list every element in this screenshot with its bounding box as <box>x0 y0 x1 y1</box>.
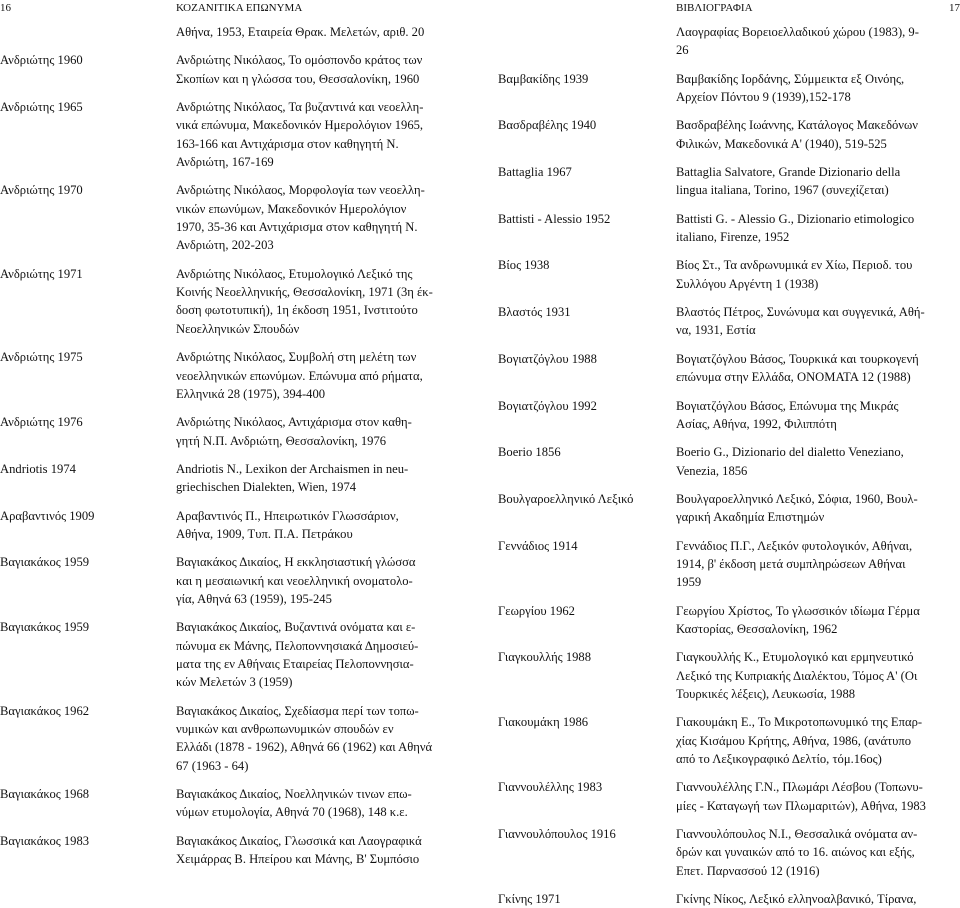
citation-line: Βογιατζόγλου Βάσος, Επώνυμα της Μικράς <box>676 398 899 413</box>
citation-text <box>176 98 470 171</box>
citation-line: Βαγιακάκος Δικαίος, Νοελληνικών τινων επω- <box>176 787 412 802</box>
left-page-number: 16 <box>0 2 11 14</box>
bibliography-entry <box>0 265 470 338</box>
bibliography-entry <box>0 507 470 544</box>
citation-line: Ανδριώτης Νικόλαος, Συμβολή στη μελέτη των <box>176 350 417 365</box>
citation-line: να, 1931, Εστία <box>676 323 756 338</box>
citation-line: Βαγιακάκος Δικαίος, Γλωσσικά και Λαογραφικά <box>176 833 422 848</box>
citation-text <box>676 116 960 153</box>
bibliography-entry <box>498 825 960 880</box>
bibliography-entry <box>498 163 960 200</box>
citation-line: Βαγιακάκος Δικαίος, Η εκκλησιαστική γλώσσα <box>176 555 416 570</box>
citation-line: lingua italiana, Torino, 1967 (συνεχίζεται) <box>676 183 889 198</box>
citation-key: Γιακουμάκη 1986 <box>498 715 589 730</box>
citation-key: Βαγιακάκος 1959 <box>0 555 90 570</box>
citation-key: Γιαννουλόπουλος 1916 <box>498 827 616 842</box>
citation-line: Γιακουμάκη Ε., Το Μικροτοπωνυμικό της Επαρ- <box>676 715 923 730</box>
citation-text <box>176 23 470 41</box>
bibliography-entry <box>498 443 960 480</box>
citation-key: Ανδριώτης 1965 <box>0 100 83 115</box>
citation-text <box>676 70 960 107</box>
bibliography-entry <box>498 537 960 592</box>
citation-line: Βαμβακίδης Ιορδάνης, Σύμμεικτα εξ Οινόης, <box>676 71 905 86</box>
citation-key: Βαγιακάκος 1968 <box>0 787 90 802</box>
citation-line: 163-166 και Αντιχάρισμα στον καθηγητή Ν. <box>176 136 399 151</box>
citation-line: πώνυμα εκ Μάνης, Πελοποννησιακά Δημοσιεύ- <box>176 638 419 653</box>
citation-text <box>676 825 960 880</box>
citation-text <box>176 348 470 403</box>
citation-key: Βαγιακάκος 1962 <box>0 703 90 718</box>
bibliography-entry <box>0 553 470 608</box>
citation-line: griechischen Dialekten, Wien, 1974 <box>176 480 357 495</box>
citation-line: και η μεσαιωνική και νεοελληνική ονοματολο- <box>176 573 413 588</box>
citation-line: Γεννάδιος Π.Γ., Λεξικόν φυτολογικόν, Αθήναι, <box>676 538 913 553</box>
citation-line: italiano, Firenze, 1952 <box>676 230 790 245</box>
citation-line: Ανδριώτης Νικόλαος, Μορφολογία των νεοελλη- <box>176 183 425 198</box>
left-running-title: ΚΟΖΑΝΙΤΙΚΑ ΕΠΩΝΥΜΑ <box>176 2 303 14</box>
citation-line: Ανδριώτης Νικόλαος, Το ομόσπονδο κράτος των <box>176 53 423 68</box>
bibliography-entry <box>498 23 960 60</box>
citation-key: Andriotis 1974 <box>0 461 76 476</box>
citation-line: Γιαννουλέλλης Γ.Ν., Πλωμάρι Λέσβου (Τοπωνυ- <box>676 780 923 795</box>
bibliography-entry <box>0 413 470 450</box>
citation-key <box>0 23 176 41</box>
citation-line: Ελλάδι (1878 - 1962), Αθηνά 66 (1962) και Αθηνά <box>176 740 433 755</box>
citation-line: κών Μελετών 3 (1959) <box>176 675 293 690</box>
citation-line: Φιλικών, Μακεδονικά Α' (1940), 519-525 <box>676 136 887 151</box>
citation-line: Βαγιακάκος Δικαίος, Σχεδίασμα περί των τοπω- <box>176 703 419 718</box>
bibliography-entry <box>0 51 470 88</box>
bibliography-entry <box>498 602 960 639</box>
right-running-title: ΒΙΒΛΙΟΓΡΑΦΙΑ <box>676 2 753 14</box>
bibliography-entry <box>0 832 470 869</box>
citation-key: Γεωργίου 1962 <box>498 603 575 618</box>
citation-key: Boerio 1856 <box>498 445 561 460</box>
citation-key: Βαμβακίδης 1939 <box>498 71 589 86</box>
bibliography-entry <box>498 648 960 703</box>
citation-key: Βλαστός 1931 <box>498 305 571 320</box>
citation-key <box>498 23 676 60</box>
citation-key: Ανδριώτης 1971 <box>0 266 83 281</box>
citation-text <box>176 702 470 775</box>
citation-line: Battisti G. - Alessio G., Dizionario etimologico <box>676 211 915 226</box>
citation-text <box>676 443 960 480</box>
citation-line: Αθήνα, 1953, Εταιρεία Θρακ. Μελετών, αριθ. 20 <box>176 25 425 39</box>
citation-key: Γιαγκουλλής 1988 <box>498 650 592 665</box>
bibliography-entry <box>0 348 470 403</box>
right-page-number: 17 <box>949 2 960 14</box>
citation-key: Ανδριώτης 1960 <box>0 53 83 68</box>
citation-line: Αθήνα, 1909, Τυπ. Π.Α. Πετράκου <box>176 526 353 541</box>
citation-line: Χειμάρρας Β. Ηπείρου και Μάνης, Β' Συμπόσιο <box>176 852 420 867</box>
citation-text <box>676 713 960 768</box>
citation-key: Αραβαντινός 1909 <box>0 508 95 523</box>
bibliography-entry <box>498 116 960 153</box>
citation-text <box>176 553 470 608</box>
citation-line: νικών επωνύμων, Μακεδονικόν Ημερολόγιον <box>176 201 407 216</box>
citation-line: Ανδριώτης Νικόλαος, Ετυμολογικό Λεξικό της <box>176 266 413 281</box>
bibliography-entry <box>498 350 960 387</box>
bibliography-entry <box>0 460 470 497</box>
citation-text <box>676 890 960 908</box>
citation-line: Λεξικό της Κυπριακής Διαλέκτου, Τόμος Α' (Οι <box>676 668 918 683</box>
citation-line: δοση φωτοτυπική), 1η έκδοση 1951, Ινστιτούτο <box>176 303 418 318</box>
citation-line: Κοινής Νεοελληνικής, Θεσσαλονίκη, 1971 (3η έκ- <box>176 285 433 300</box>
bibliography-entry <box>0 785 470 822</box>
citation-line: γαρική Ακαδημία Επιστημών <box>676 510 825 525</box>
citation-line: Ανδριώτης Νικόλαος, Τα βυζαντινά και νεοελλη- <box>176 100 424 115</box>
citation-key: Γεννάδιος 1914 <box>498 538 578 553</box>
citation-line: χίας Κισάμου Κρήτης, Αθήνα, 1986, (ανάτυπο <box>676 733 912 748</box>
citation-line: Γεωργίου Χρίστος, Το γλωσσικόν ιδίωμα Γέρμα <box>676 603 920 618</box>
citation-line: Γιαγκουλλής Κ., Ετυμολογικό και ερμηνευτικό <box>676 650 914 665</box>
bibliography-entry <box>498 210 960 247</box>
right-bibliography-column <box>498 23 960 908</box>
citation-key: Ανδριώτης 1976 <box>0 415 83 430</box>
citation-line: νεοελληνικών επωνύμων. Επώνυμα από ρήματα, <box>176 368 423 383</box>
citation-line: Γκίνης Νίκος, Λεξικό ελληνοαλβανικό, Τίρανα, <box>676 892 917 907</box>
citation-key: Ανδριώτης 1970 <box>0 183 83 198</box>
citation-line: Επετ. Παρνασσού 12 (1916) <box>676 863 820 878</box>
citation-line: Αραβαντινός Π., Ηπειρωτικόν Γλωσσάριον, <box>176 508 399 523</box>
citation-key: Γκίνης 1971 <box>498 892 561 907</box>
citation-text <box>176 460 470 497</box>
citation-text <box>676 163 960 200</box>
citation-key: Βογιατζόγλου 1988 <box>498 351 597 366</box>
citation-text <box>676 490 960 527</box>
citation-key: Βουλγαροελληνικό Λεξικό <box>498 491 634 506</box>
citation-line: νικά επώνυμα, Μακεδονικόν Ημερολόγιον 1965, <box>176 118 424 133</box>
citation-line: 1959 <box>676 575 702 590</box>
citation-line: δρών και γυναικών από το 16. αιώνος και εξής, <box>676 845 915 860</box>
citation-key: Ανδριώτης 1975 <box>0 350 83 365</box>
citation-line: Καστορίας, Θεσσαλονίκη, 1962 <box>676 621 838 636</box>
citation-line: Γιαννουλόπουλος Ν.Ι., Θεσσαλικά ονόματα αν- <box>676 827 918 842</box>
citation-text <box>176 785 470 822</box>
citation-line: Battaglia Salvatore, Grande Dizionario della <box>676 165 901 180</box>
citation-line: νύμων ετυμολογία, Αθηνά 70 (1968), 148 κ.ε. <box>176 805 408 820</box>
bibliography-entry <box>498 778 960 815</box>
citation-text <box>176 507 470 544</box>
citation-key: Βαγιακάκος 1983 <box>0 833 90 848</box>
citation-text <box>676 303 960 340</box>
bibliography-entry <box>0 181 470 254</box>
citation-line: Andriotis N., Lexikon der Archaismen in neu- <box>176 461 409 476</box>
citation-key: Βίος 1938 <box>498 258 550 273</box>
bibliography-entry <box>498 70 960 107</box>
citation-line: Νεοελληνικών Σπουδών <box>176 321 300 336</box>
citation-text <box>676 648 960 703</box>
citation-text <box>676 537 960 592</box>
citation-text <box>176 832 470 869</box>
citation-line: Βογιατζόγλου Βάσος, Τουρκικά και τουρκογενή <box>676 351 919 366</box>
citation-line: Τουρκικές λέξεις), Λευκωσία, 1988 <box>676 686 856 701</box>
citation-key: Battaglia 1967 <box>498 165 572 180</box>
citation-line: Σκοπίων και η γλώσσα του, Θεσσαλονίκη, 1960 <box>176 71 420 86</box>
citation-text <box>676 23 960 60</box>
citation-line: γία, Αθηνά 63 (1959), 195-245 <box>176 591 332 606</box>
citation-line: Ανδριώτη, 167-169 <box>176 155 274 170</box>
citation-line: Συλλόγου Αργέντη 1 (1938) <box>676 276 819 291</box>
citation-line: Ασίας, Αθήνα, 1992, Φιλιππότη <box>676 416 837 431</box>
bibliography-entry <box>498 397 960 434</box>
citation-line: Βίος Στ., Τα ανδρωνυμικά εν Χίω, Περιοδ. του <box>676 258 913 273</box>
citation-line: μίες - Καταγωγή των Πλωμαριτών), Αθήνα, 1983 <box>676 798 926 813</box>
citation-line: ματα της εν Αθήναις Εταιρείας Πελοποννησια- <box>176 656 414 671</box>
citation-line: νυμικών και ανθρωπωνυμικών σπουδών εν <box>176 722 394 736</box>
bibliography-entry <box>0 618 470 691</box>
bibliography-entry <box>0 702 470 775</box>
citation-text <box>176 618 470 691</box>
citation-text <box>676 778 960 815</box>
citation-key: Γιαννουλέλλης 1983 <box>498 780 603 795</box>
citation-text <box>676 602 960 639</box>
citation-line: 1914, β' έκδοση μετά συμπληρώσεων Αθήναι <box>676 556 906 571</box>
bibliography-entry <box>498 890 960 908</box>
bibliography-entry <box>498 490 960 527</box>
bibliography-entry <box>0 98 470 171</box>
bibliography-entry <box>498 256 960 293</box>
left-bibliography-column <box>0 23 470 868</box>
citation-text <box>676 350 960 387</box>
citation-line: από το Λεξικογραφικό Δελτίο, τόμ.16ος) <box>676 752 882 766</box>
citation-line: Βουλγαροελληνικό Λεξικό, Σόφια, 1960, Βουλ- <box>676 491 918 506</box>
bibliography-entry <box>498 713 960 768</box>
citation-line: 67 (1963 - 64) <box>176 758 249 773</box>
citation-line: Boerio G., Dizionario del dialetto Veneziano, <box>676 445 904 460</box>
citation-line: 1970, 35-36 και Αντιχάρισμα στον καθηγητή Ν. <box>176 220 418 235</box>
citation-line: Βαγιακάκος Δικαίος, Βυζαντινά ονόματα και ε- <box>176 620 416 635</box>
citation-line: Ελληνικά 28 (1975), 394-400 <box>176 386 326 401</box>
citation-line: 26 <box>676 43 689 58</box>
citation-text <box>176 413 470 450</box>
citation-line: Βασδραβέλης Ιωάννης, Κατάλογος Μακεδόνων <box>676 118 918 133</box>
citation-key: Βογιατζόγλου 1992 <box>498 398 597 413</box>
citation-key: Battisti - Alessio 1952 <box>498 211 611 226</box>
citation-line: Ανδριώτης Νικόλαος, Αντιχάρισμα στον καθη- <box>176 415 412 430</box>
citation-key: Βασδραβέλης 1940 <box>498 118 597 133</box>
citation-line: Ανδριώτη, 202-203 <box>176 238 274 253</box>
citation-key: Βαγιακάκος 1959 <box>0 620 90 635</box>
citation-line: επώνυμα στην Ελλάδα, ΟΝΟΜΑΤΑ 12 (1988) <box>676 370 911 385</box>
citation-line: Λαογραφίας Βορειοελλαδικού χώρου (1983), 9- <box>676 25 919 39</box>
citation-line: Αρχείον Πόντου 9 (1939),152-178 <box>676 90 851 105</box>
citation-text <box>176 265 470 338</box>
citation-line: Venezia, 1856 <box>676 463 748 478</box>
citation-text <box>676 256 960 293</box>
bibliography-entry <box>0 23 470 41</box>
citation-text <box>176 181 470 254</box>
citation-text <box>176 51 470 88</box>
citation-text <box>676 210 960 247</box>
citation-text <box>676 397 960 434</box>
citation-line: Βλαστός Πέτρος, Συνώνυμα και συγγενικά, Αθή- <box>676 305 925 320</box>
bibliography-entry <box>498 303 960 340</box>
citation-line: γητή Ν.Π. Ανδριώτη, Θεσσαλονίκη, 1976 <box>176 433 387 448</box>
